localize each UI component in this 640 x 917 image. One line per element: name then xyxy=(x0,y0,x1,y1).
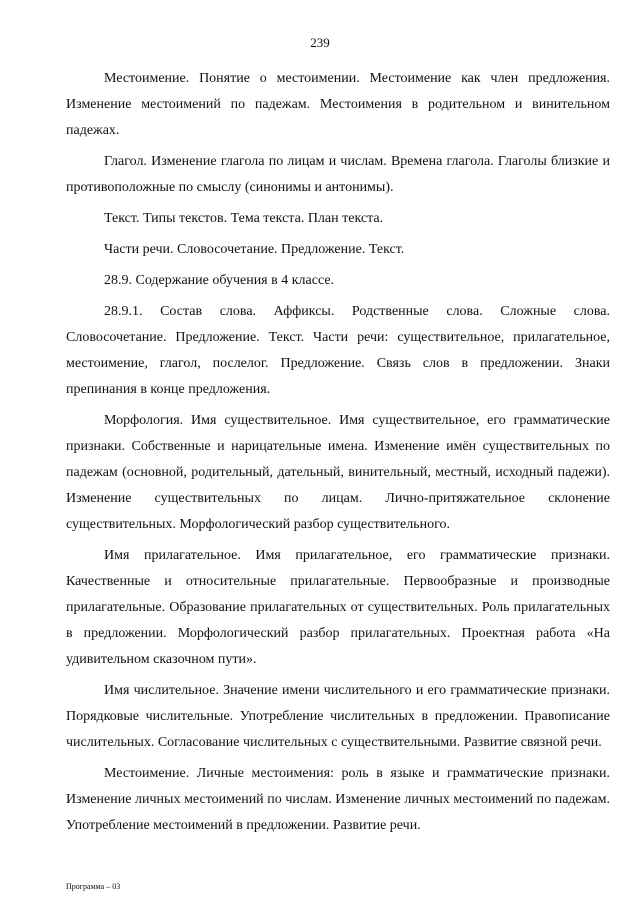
section-heading-4th-grade: 28.9. Содержание обучения в 4 классе. xyxy=(104,273,335,288)
paragraph-parts-of-speech: Части речи. Словосочетание. Предложение. Текст. xyxy=(104,242,405,257)
paragraph-personal-pronouns: Местоимение. Личные местоимения: роль в языке и грамматические признаки. Изменение личных местоимений по числам. Изменение личных местоимений по падежам. Употребление местоимений в предложении. Развитие речи. xyxy=(66,766,610,833)
paragraph-text-types: Текст. Типы текстов. Тема текста. План текста. xyxy=(104,211,384,226)
footer-program-label: Программа – 03 xyxy=(66,882,121,891)
paragraph-adjective: Имя прилагательное. Имя прилагательное, его грамматические признаки. Качественные и относительные прилагательные. Первообразные и производные прилагательные. Образование прилагательных от существительных. Роль прилагательных в предложении. Морфологический разбор прилагательных. Проектная работа «На удивительном сказочном пути». xyxy=(66,548,610,667)
page-number: 239 xyxy=(310,35,330,50)
paragraph-word-composition: 28.9.1. Состав слова. Аффиксы. Родственные слова. Сложные слова. Словосочетание. Предложение. Текст. Части речи: существительное, прилагательное, местоимение, глагол, послелог. Предложение. Связь слов в предложении. Знаки препинания в конце предложения. xyxy=(66,304,610,397)
paragraph-numeral: Имя числительное. Значение имени числительного и его грамматические признаки. Порядковые числительные. Употребление числительных в предложении. Правописание числительных. Согласование числительных с существительными. Развитие связной речи. xyxy=(66,683,610,750)
body-text xyxy=(66,66,610,844)
paragraph-morphology-noun: Морфология. Имя существительное. Имя существительное, его грамматические признаки. Собственные и нарицательные имена. Изменение имён существительных по падежам (основной, родительный, дательный, винительный, местный, исходный падежи). Изменение существительных по лицам. Лично-притяжательное склонение существительных. Морфологический разбор существительного. xyxy=(66,413,610,532)
paragraph-pronoun-intro: Местоимение. Понятие о местоимении. Местоимение как член предложения. Изменение местоимений по падежам. Местоимения в родительном и винительном падежах. xyxy=(66,71,610,138)
paragraph-verb: Глагол. Изменение глагола по лицам и числам. Времена глагола. Глаголы близкие и противоположные по смыслу (синонимы и антонимы). xyxy=(66,154,610,195)
